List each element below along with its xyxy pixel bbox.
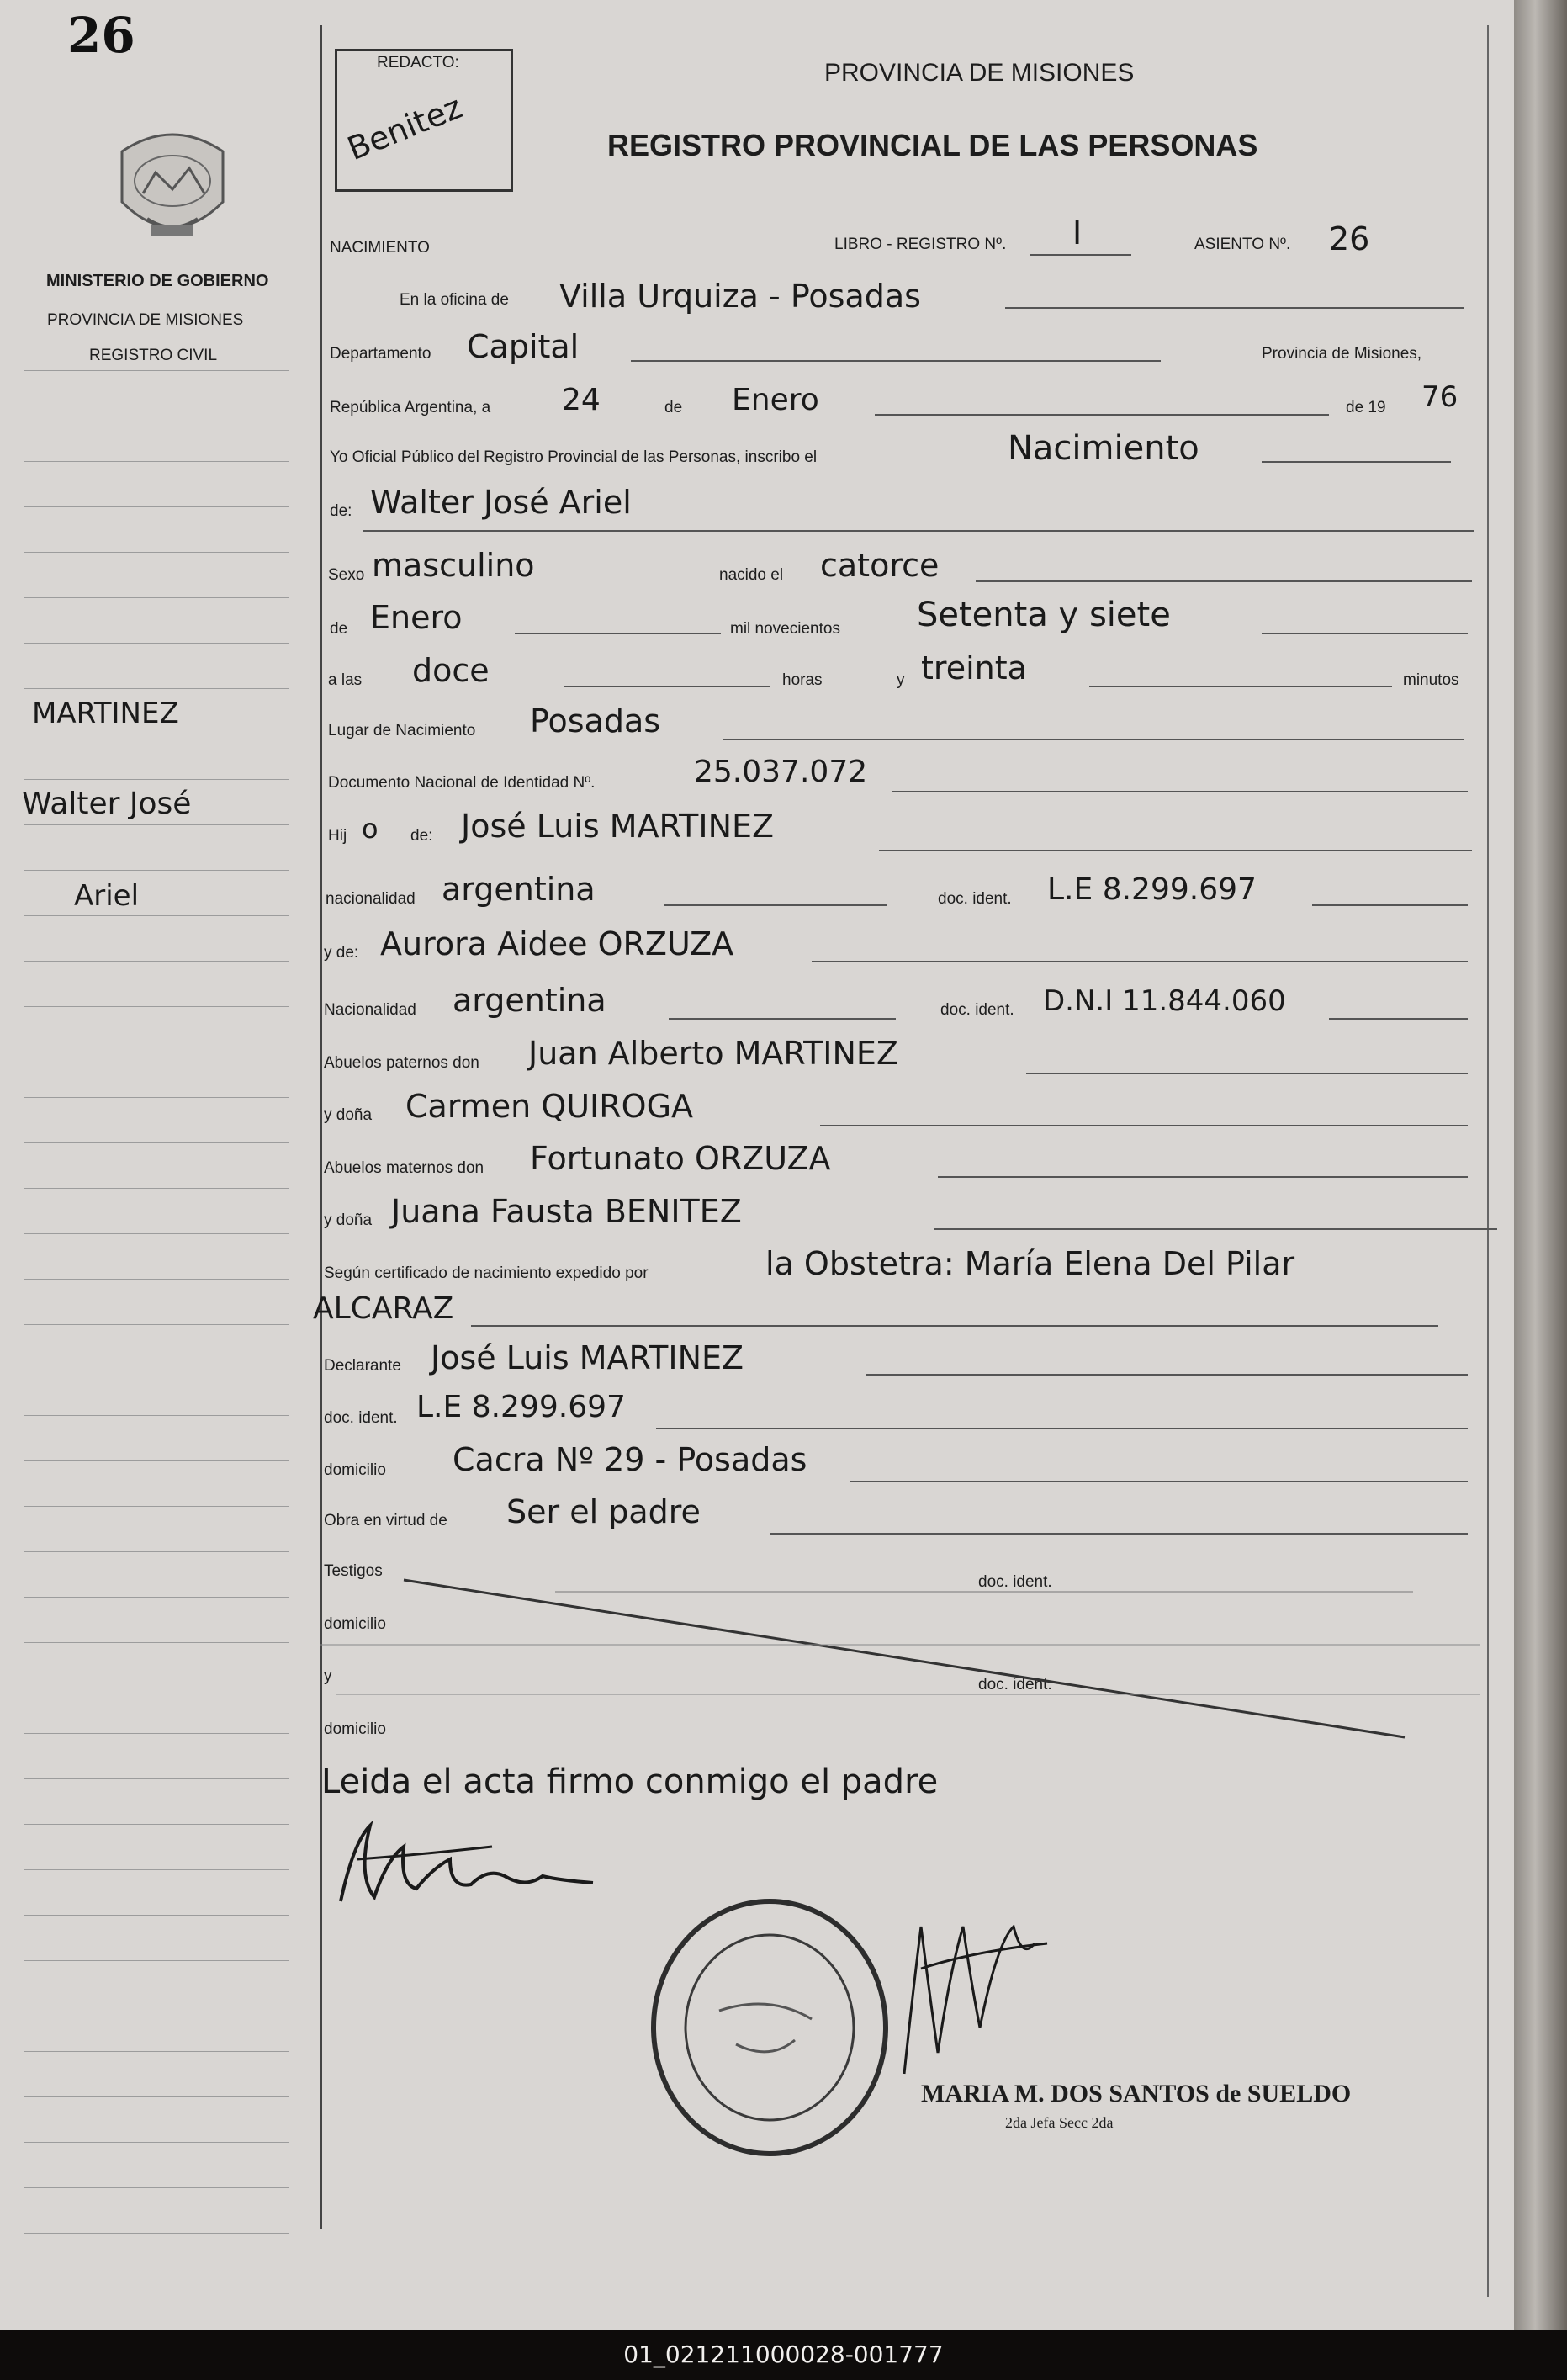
hijo-suffix: o	[362, 813, 379, 845]
margin-rule	[24, 1415, 289, 1416]
hour-value: doce	[412, 652, 490, 689]
doc-ident2-label: doc. ident.	[940, 1001, 1014, 1019]
sexo-value: masculino	[372, 547, 535, 584]
y-de-label: y de:	[324, 944, 359, 962]
minutes-value: treinta	[921, 649, 1027, 686]
margin-rule	[24, 1233, 289, 1234]
official-name: MARIA M. DOS SANTOS de SUELDO	[921, 2080, 1352, 2107]
abuelo-pat-line	[1026, 1073, 1468, 1074]
doc-ident3-label: doc. ident.	[324, 1409, 398, 1427]
margin-rule	[24, 2187, 289, 2188]
footer-bar	[0, 2330, 1567, 2380]
margin-rule	[24, 2096, 289, 2097]
margin-rule	[24, 1279, 289, 1280]
margin-given-name-1: Walter José	[22, 787, 192, 821]
official-stamp	[643, 1893, 896, 2162]
margin-rule	[24, 1824, 289, 1825]
mother-nationality-line	[669, 1018, 896, 1020]
nacionalidad2-label: Nacionalidad	[324, 1001, 416, 1019]
margin-rule	[24, 1460, 289, 1461]
asiento-label: ASIENTO Nº.	[1194, 236, 1291, 253]
ministry-label: MINISTERIO DE GOBIERNO	[46, 272, 269, 290]
father-name-line	[879, 850, 1472, 851]
image-id: 01_021211000028-001777	[623, 2340, 944, 2368]
de2-label: de	[330, 620, 348, 638]
hour-line	[564, 686, 770, 687]
y2-label: y	[324, 1667, 332, 1685]
province-label-left: PROVINCIA DE MISIONES	[47, 311, 244, 329]
margin-rule	[24, 1142, 289, 1143]
de-name-label: de:	[330, 502, 352, 520]
nacido-value: catorce	[820, 547, 940, 584]
margin-rule	[24, 2051, 289, 2052]
domicilio-value: Cacra Nº 29 - Posadas	[453, 1441, 807, 1478]
lugar-label: Lugar de Nacimiento	[328, 722, 476, 739]
y-dona-label: y doña	[324, 1106, 373, 1124]
child-name-line	[363, 530, 1474, 532]
month-value: Enero	[732, 383, 819, 417]
province-title: PROVINCIA DE MISIONES	[824, 59, 1135, 87]
margin-rule	[24, 1551, 289, 1552]
birth-month-line	[515, 633, 721, 634]
margin-rule	[24, 1960, 289, 1961]
de-label: de	[664, 399, 683, 416]
declarante-line	[866, 1374, 1468, 1376]
nacido-line	[976, 580, 1472, 582]
record-type-label: NACIMIENTO	[330, 239, 430, 257]
departamento-value: Capital	[467, 328, 580, 365]
abuela-mat: Juana Fausta BENITEZ	[391, 1193, 742, 1230]
domicilio3-label: domicilio	[324, 1720, 386, 1738]
official-signature	[887, 1893, 1056, 2086]
right-border	[1487, 25, 1489, 2297]
abuela-mat-line	[934, 1228, 1497, 1230]
horas-label: horas	[782, 671, 823, 689]
margin-rule	[24, 1597, 289, 1598]
abuelos-mat-label: Abuelos maternos don	[324, 1159, 484, 1177]
dni-line	[892, 791, 1468, 792]
margin-rule	[24, 2233, 289, 2234]
margin-rule	[24, 915, 289, 916]
provincia-suffix: Provincia de Misiones,	[1262, 345, 1422, 363]
abuelo-pat: Juan Alberto MARTINEZ	[528, 1035, 898, 1072]
redacto-value: Benitez	[341, 87, 468, 168]
dni-value: 25.037.072	[694, 755, 868, 789]
oficial-text: Yo Oficial Público del Registro Provincial de las Personas, inscribo el	[330, 448, 818, 466]
certificado-label: Según certificado de nacimiento expedido por	[324, 1264, 649, 1282]
birth-month: Enero	[370, 599, 463, 636]
margin-rule	[24, 1733, 289, 1734]
y-label: y	[897, 671, 905, 689]
margin-given-name-2: Ariel	[74, 879, 140, 913]
certificado-value: la Obstetra: María Elena Del Pilar	[765, 1245, 1295, 1282]
mother-doc-line	[1329, 1018, 1468, 1020]
nacido-label: nacido el	[719, 566, 784, 584]
margin-rule	[24, 552, 289, 553]
birth-year-line	[1262, 633, 1468, 634]
mother-doc: D.N.I 11.844.060	[1043, 984, 1286, 1018]
day-value: 24	[562, 383, 601, 417]
birth-year-words: Setenta y siete	[917, 596, 1171, 634]
abuelo-mat-line	[938, 1176, 1468, 1178]
declarante-doc: L.E 8.299.697	[416, 1390, 626, 1424]
hijo-label: Hij	[328, 827, 347, 845]
registry-label-left: REGISTRO CIVIL	[89, 347, 218, 364]
margin-rule	[24, 1006, 289, 1007]
redacto-label: REDACTO:	[377, 54, 459, 72]
sexo-label: Sexo	[328, 566, 365, 584]
margin-rule	[24, 1869, 289, 1870]
father-nationality: argentina	[442, 871, 596, 908]
child-name: Walter José Ariel	[370, 484, 632, 521]
margin-rule	[24, 370, 289, 371]
obra-line	[770, 1533, 1468, 1535]
margin-rule	[24, 461, 289, 462]
margin-rule	[24, 2142, 289, 2143]
margin-rule	[24, 1097, 289, 1098]
declarante-label: Declarante	[324, 1357, 401, 1375]
abuelos-pat-label: Abuelos paternos don	[324, 1054, 479, 1072]
closing-note: Leida el acta firmo conmigo el padre	[321, 1762, 939, 1801]
oficina-value: Villa Urquiza - Posadas	[559, 278, 921, 315]
lugar-line	[723, 739, 1464, 740]
republica-label: República Argentina, a	[330, 399, 491, 416]
abuelo-mat: Fortunato ORZUZA	[530, 1140, 831, 1177]
year-value: 76	[1421, 380, 1458, 414]
asiento-value: 26	[1329, 220, 1370, 257]
inscribo-line	[1262, 461, 1451, 463]
domicilio-label: domicilio	[324, 1461, 386, 1479]
father-name: José Luis MARTINEZ	[461, 808, 775, 845]
domicilio2-label: domicilio	[324, 1615, 386, 1633]
margin-rule	[24, 1188, 289, 1189]
hijo-de-label: de:	[410, 827, 433, 845]
margin-rule	[24, 961, 289, 962]
father-doc: L.E 8.299.697	[1047, 872, 1257, 907]
libro-line	[1030, 254, 1131, 256]
margin-rule	[24, 506, 289, 507]
margin-rule	[24, 643, 289, 644]
page-number: 26	[67, 7, 135, 64]
declarante-value: José Luis MARTINEZ	[431, 1339, 744, 1376]
margin-rule	[24, 824, 289, 825]
oficina-label: En la oficina de	[400, 291, 509, 309]
inscribo-value: Nacimiento	[1008, 429, 1199, 468]
nacionalidad-label: nacionalidad	[326, 890, 416, 908]
margin-rule	[24, 870, 289, 871]
registry-title: REGISTRO PROVINCIAL DE LAS PERSONAS	[607, 128, 1258, 162]
doc-ident4-label: doc. ident.	[978, 1573, 1052, 1591]
alas-label: a las	[328, 671, 363, 689]
mother-name-line	[812, 961, 1468, 962]
libro-label: LIBRO - REGISTRO Nº.	[834, 236, 1007, 253]
cross-out-lines	[320, 1565, 1497, 1750]
libro-value: I	[1072, 215, 1083, 252]
mother-name: Aurora Aidee ORZUZA	[380, 925, 734, 962]
certificado-line	[471, 1325, 1438, 1327]
declarante-doc-line	[656, 1428, 1468, 1429]
y-dona2-label: y doña	[324, 1211, 373, 1229]
doc-ident5-label: doc. ident.	[978, 1676, 1052, 1694]
oficina-line	[1005, 307, 1464, 309]
margin-rule	[24, 688, 289, 689]
margin-surname: MARTINEZ	[32, 697, 179, 730]
margin-rule	[24, 1915, 289, 1916]
departamento-label: Departamento	[330, 345, 431, 363]
departamento-line	[631, 360, 1161, 362]
obra-value: Ser el padre	[506, 1493, 701, 1530]
doc-ident-label: doc. ident.	[938, 890, 1012, 908]
father-doc-line	[1312, 904, 1468, 906]
margin-rule	[24, 1778, 289, 1779]
coat-of-arms-icon	[105, 126, 240, 252]
abuela-pat: Carmen QUIROGA	[405, 1088, 694, 1125]
page-edge	[1514, 0, 1567, 2330]
lugar-value: Posadas	[530, 702, 661, 739]
margin-rule	[24, 779, 289, 780]
margin-rule	[24, 1324, 289, 1325]
minutes-line	[1089, 686, 1392, 687]
testigos-label: Testigos	[324, 1562, 383, 1580]
father-signature	[324, 1809, 610, 1918]
mil-label: mil novecientos	[730, 620, 840, 638]
margin-rule	[24, 1642, 289, 1643]
obra-label: Obra en virtud de	[324, 1512, 447, 1529]
margin-rule	[24, 1506, 289, 1507]
domicilio-line	[850, 1481, 1468, 1482]
date-line	[875, 414, 1329, 416]
official-title: 2da Jefa Secc 2da	[1005, 2114, 1114, 2131]
year-label: de 19	[1346, 399, 1386, 416]
abuela-pat-line	[820, 1125, 1468, 1126]
mother-nationality: argentina	[453, 982, 606, 1019]
dni-label: Documento Nacional de Identidad Nº.	[328, 774, 596, 792]
certificado-value-2: ALCARAZ	[313, 1291, 454, 1326]
column-divider	[320, 25, 322, 2229]
minutos-label: minutos	[1403, 671, 1459, 689]
margin-rule	[24, 597, 289, 598]
father-nationality-line	[664, 904, 887, 906]
